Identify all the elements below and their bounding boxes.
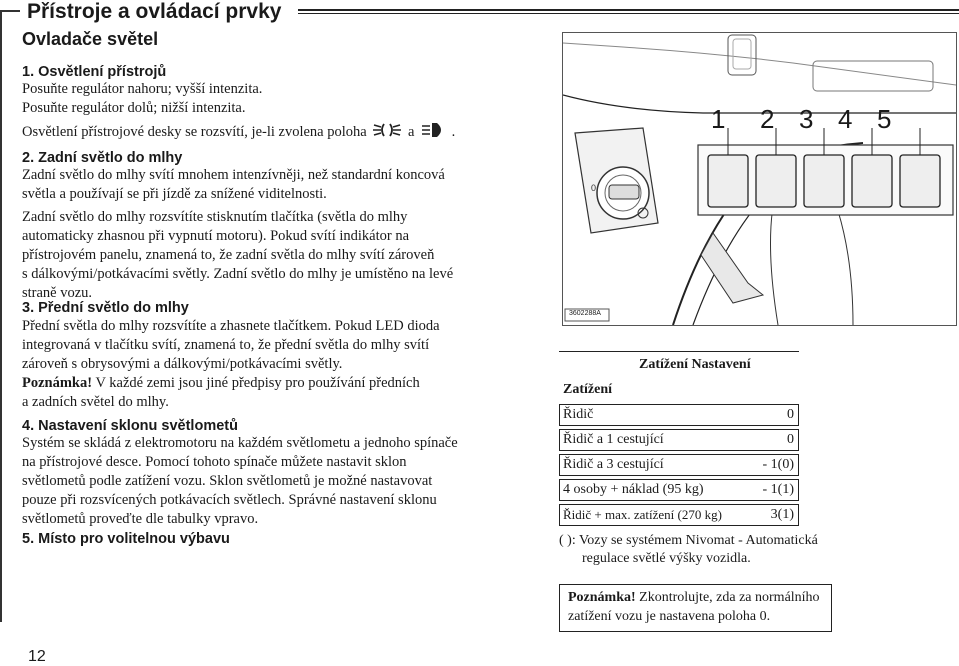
svg-text:0: 0 <box>591 183 597 193</box>
figure-code: 3602288A <box>569 310 601 317</box>
table-row <box>559 479 799 501</box>
section-3-heading: 3. Přední světlo do mlhy <box>22 300 189 316</box>
section-4-line: na přístrojové desce. Pomocí tohoto spínače můžete nastavit sklon <box>22 454 407 470</box>
margin-rule <box>0 10 2 622</box>
section-4-line: světlometů podle zatížení vozu. Sklon světlometů je možné nastavovat <box>22 473 433 489</box>
table-row <box>559 429 799 451</box>
dashboard-illustration <box>562 32 957 326</box>
section-1-line-end: . <box>451 124 456 140</box>
section-2-line: straně vozu. <box>22 285 93 301</box>
section-1-line <box>22 121 455 142</box>
section-2-line: světla a používají se při jízdě za snížené viditelnosti. <box>22 186 327 202</box>
table-cell-load: Řidič a 3 cestující <box>563 457 664 472</box>
callout-number: 2 <box>760 104 775 134</box>
table-cell-setting: - 1(0) <box>762 457 794 472</box>
header-rule <box>298 9 959 14</box>
note-box-line2: zatížení vozu je nastavena poloha 0. <box>568 609 771 624</box>
table-cell-setting: - 1(1) <box>762 482 794 497</box>
section-2-line: s dálkovými/potkávacími světly. Zadní světlo do mlhy je umístěno na levé <box>22 266 454 282</box>
section-5-heading: 5. Místo pro volitelnou výbavu <box>22 531 230 547</box>
page-number: 12 <box>28 648 46 665</box>
dashboard-drawing <box>563 33 956 325</box>
section-1-line: Posuňte regulátor nahoru; vyšší intenzita. <box>22 81 263 97</box>
table-cell-setting: 0 <box>787 407 794 422</box>
section-1-heading: 1. Osvětlení přístrojů <box>22 64 167 80</box>
table-row <box>559 504 799 526</box>
note-box-line <box>568 588 823 607</box>
table-cell-load: Řidič + max. zatížení (270 kg) <box>563 507 722 522</box>
page-title: Přístroje a ovládací prvky <box>27 0 282 23</box>
table-cell-load: Řidič <box>563 407 594 422</box>
table-footnote: ( ): Vozy se systémem Nivomat - Automatická <box>559 533 818 548</box>
table-footnote-line: regulace světlé výšky vozidla. <box>582 551 751 566</box>
section-3-note-line: a zadních světel do mlhy. <box>22 394 169 410</box>
section-3-line: integrovaná v tlačítku svítí, znamená to, že přední světla do mlhy svítí <box>22 337 430 353</box>
parking-light-icon <box>370 121 404 139</box>
table-row <box>559 454 799 476</box>
table-cell-setting: 3(1) <box>770 507 794 522</box>
section-1-line-mid: a <box>407 124 415 140</box>
callout-number: 1 <box>711 104 726 134</box>
table-cell-load: 4 osoby + náklad (95 kg) <box>563 482 704 497</box>
section-2-line: přístrojovém panelu, znamená to, že zadní světla do mlhy svítí zároveň <box>22 247 435 263</box>
section-1-line-text: Osvětlení přístrojové desky se rozsvítí, je-li zvolena poloha <box>22 124 367 140</box>
table-cell-setting: 0 <box>787 432 794 447</box>
callout-number: 4 <box>838 104 853 134</box>
table-row <box>559 404 799 426</box>
section-1-line: Posuňte regulátor dolů; nižší intenzita. <box>22 100 246 116</box>
callout-number: 5 <box>877 104 892 134</box>
note-box <box>559 584 832 632</box>
note-text: V každé zemi jsou jiné předpisy pro používání předních <box>92 375 420 391</box>
margin-rule-top <box>0 10 20 12</box>
section-4-heading: 4. Nastavení sklonu světlometů <box>22 418 238 434</box>
section-2-heading: 2. Zadní světlo do mlhy <box>22 150 183 166</box>
table-header-left: Zatížení <box>563 382 612 397</box>
section-4-line: světlometů proveďte dle tabulky vpravo. <box>22 511 259 527</box>
table-cell-load: Řidič a 1 cestující <box>563 432 664 447</box>
section-3-note <box>22 374 420 393</box>
note-label: Poznámka! <box>22 375 93 391</box>
section-3-line: Přední světla do mlhy rozsvítíte a zhasnete tlačítkem. Pokud LED dioda <box>22 318 440 334</box>
headlight-icon <box>418 121 448 139</box>
section-2-line: automaticky zhasnou při vypnutí motoru). Pokud svítí indikátor na <box>22 228 410 244</box>
section-title: Ovladače světel <box>22 29 159 49</box>
callout-number: 3 <box>799 104 814 134</box>
note-box-text: Zkontrolujte, zda za normálního <box>635 590 820 605</box>
section-2-line: Zadní světlo do mlhy rozsvítíte stisknutím tlačítka (světla do mlhy <box>22 209 408 225</box>
section-2-line: Zadní světlo do mlhy svítí mnohem intenzívněji, než standardní koncová <box>22 167 445 183</box>
section-4-line: Systém se skládá z elektromotoru na každém světlometu a jednoho spínače <box>22 435 458 451</box>
section-3-line: zároveň s obrysovými a dálkovými/potkávacími světly. <box>22 356 343 372</box>
note-box-label: Poznámka! <box>568 590 636 605</box>
section-4-line: pouze při rozsvícených potkávacích světlech. Správné nastavení sklonu <box>22 492 437 508</box>
table-header-right: Zatížení Nastavení <box>639 357 751 372</box>
